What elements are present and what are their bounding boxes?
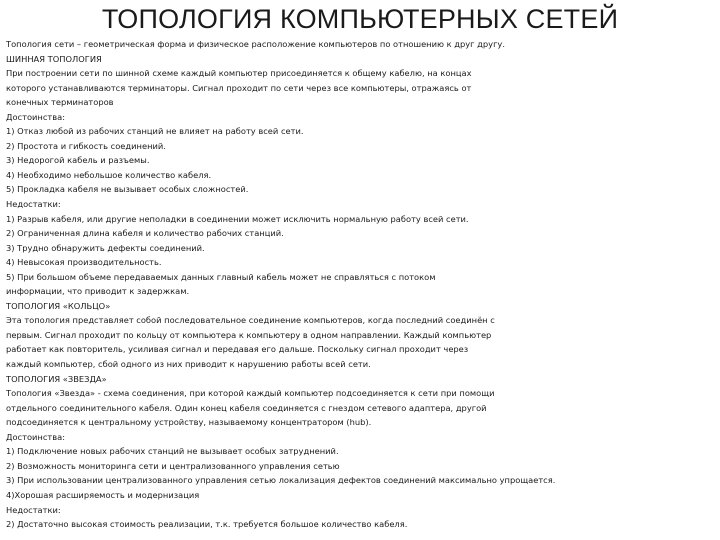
text-line: работает как повторитель, усиливая сигнал и передавая его дальше. Поскольку сигнал проходит через <box>6 344 469 355</box>
text-line: первым. Сигнал проходит по кольцу от компьютера к компьютеру в одном направлении. Каждый компьютер <box>6 329 492 340</box>
text-line: При построении сети по шинной схеме каждый компьютер присоединяется к общему кабелю, на концах <box>6 68 472 79</box>
list-item: 3) При использовании централизованного управления сетью локализация дефектов соединений максимально упрощается. <box>6 475 556 486</box>
list-item: 5) При большом объеме передаваемых данных главный кабель может не справляться с потоком <box>6 271 436 282</box>
text-line: которого устанавливаются терминаторы. Сигнал проходит по сети через все компьютеры, отражаясь от <box>6 82 472 93</box>
list-item: 1) Отказ любой из рабочих станций не влияет на работу всей сети. <box>6 126 304 137</box>
section-heading-star: ТОПОЛОГИЯ «ЗВЕЗДА» <box>6 373 107 384</box>
list-item: 4)Хорошая расширяемость и модернизация <box>6 489 200 500</box>
list-item: 4) Невысокая производительность. <box>6 257 162 268</box>
list-item: 1) Подключение новых рабочих станций не вызывает особых затруднений. <box>6 446 339 457</box>
list-item: 2) Возможность мониторинга сети и централизованного управления сетью <box>6 460 340 471</box>
list-item: 5) Прокладка кабеля не вызывает особых сложностей. <box>6 184 249 195</box>
advantages-heading: Достоинства: <box>6 431 66 442</box>
text-line: каждый компьютер, сбой одного из них приводит к нарушению работы всей сети. <box>6 359 371 370</box>
disadvantages-heading: Недостатки: <box>6 504 61 515</box>
text-line: подсоединяется к центральному устройству, называемому концентратором (hub). <box>6 417 372 428</box>
list-item: 1) Разрыв кабеля, или другие неполадки в соединении может исключить нормальную работу всей сети. <box>6 213 469 224</box>
list-item: 4) Необходимо небольшое количество кабеля. <box>6 169 212 180</box>
text-line: отдельного соединительного кабеля. Один конец кабеля соединяется с гнездом сетевого адаптера, другой <box>6 402 487 413</box>
section-heading-bus: ШИННАЯ ТОПОЛОГИЯ <box>6 53 102 64</box>
body-text <box>6 37 714 532</box>
list-item: 3) Недорогой кабель и разъемы. <box>6 155 150 166</box>
page-title: ТОПОЛОГИЯ КОМПЬЮТЕРНЫХ СЕТЕЙ <box>101 4 619 34</box>
list-item: 3) Трудно обнаружить дефекты соединений. <box>6 242 205 253</box>
list-item: 2) Простота и гибкость соединений. <box>6 140 166 151</box>
text-line: конечных терминаторов <box>6 97 114 108</box>
text-line: информации, что приводит к задержкам. <box>6 286 190 297</box>
section-heading-ring: ТОПОЛОГИЯ «КОЛЬЦО» <box>6 300 111 311</box>
text-line: Эта топология представляет собой последовательное соединение компьютеров, когда последний соединён с <box>6 315 495 326</box>
text-line: Топология сети – геометрическая форма и физическое расположение компьютеров по отношению к друг другу. <box>6 39 505 49</box>
disadvantages-heading: Недостатки: <box>6 199 61 210</box>
list-item: 2) Достаточно высокая стоимость реализации, т.к. требуется большое количество кабеля. <box>6 519 408 530</box>
text-line: Топология «Звезда» - схема соединения, при которой каждый компьютер подсоединяется к сети при помощи <box>6 388 495 399</box>
list-item: 2) Ограниченная длина кабеля и количество рабочих станций. <box>6 228 284 239</box>
advantages-heading: Достоинства: <box>6 111 66 122</box>
